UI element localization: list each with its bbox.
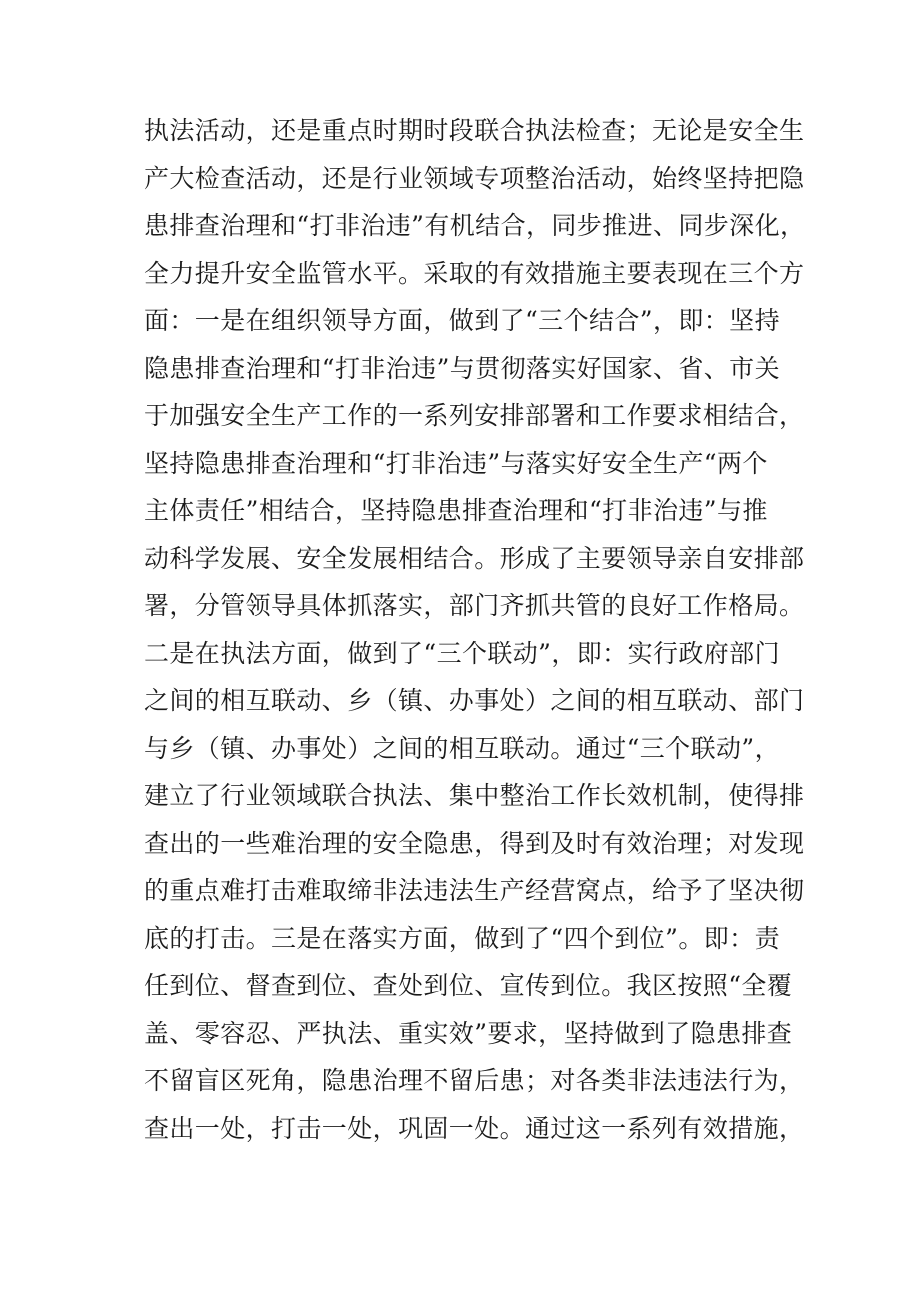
- text-line: 之间的相互联动、乡（镇、办事处）之间的相互联动、部门: [144, 686, 805, 715]
- text-line: 执法活动，还是重点时期时段联合执法检查；无论是安全生: [144, 116, 805, 145]
- text-line: 查出一处，打击一处，巩固一处。通过这一系列有效措施，: [144, 1113, 805, 1143]
- text-line: 患排查治理和“打非治违”有机结合，同步推进、同步深化，: [144, 211, 806, 240]
- text-line: 二是在执法方面，做到了“三个联动”，即：实行政府部门: [144, 638, 780, 668]
- text-line: 坚持隐患排查治理和“打非治违”与落实好安全生产“两个: [144, 448, 768, 478]
- text-line: 主体责任”相结合，坚持隐患排查治理和“打非治违”与推: [144, 496, 768, 525]
- text-line: 的重点难打击难取缔非法违法生产经营窝点，给予了坚决彻: [144, 876, 805, 905]
- body-text: [144, 107, 806, 1152]
- text-line: 全力提升安全监管水平。采取的有效措施主要表现在三个方: [144, 258, 805, 288]
- text-line: 于加强安全生产工作的一系列安排部署和工作要求相结合，: [144, 401, 805, 430]
- text-line: 面：一是在组织领导方面，做到了“三个结合”，即：坚持: [144, 306, 780, 335]
- text-line: 署，分管领导具体抓落实，部门齐抓共管的良好工作格局。: [144, 591, 805, 620]
- text-line: 建立了行业领域联合执法、集中整治工作长效机制，使得排: [144, 781, 805, 810]
- text-line: 盖、零容忍、严执法、重实效”要求，坚持做到了隐患排查: [144, 1018, 793, 1048]
- text-line: 隐患排查治理和“打非治违”与贯彻落实好国家、省、市关: [144, 353, 780, 383]
- text-line: 动科学发展、安全发展相结合。形成了主要领导亲自安排部: [144, 543, 805, 573]
- text-line: 产大检查活动，还是行业领域专项整治活动，始终坚持把隐: [144, 163, 805, 193]
- text-line: 底的打击。三是在落实方面，做到了“四个到位”。即：责: [144, 923, 780, 953]
- text-line: 任到位、督查到位、查处到位、宣传到位。我区按照“全覆: [144, 971, 793, 1000]
- text-line: 不留盲区死角，隐患治理不留后患；对各类非法违法行为，: [144, 1066, 805, 1095]
- text-line: 与乡（镇、办事处）之间的相互联动。通过“三个联动”，: [144, 733, 780, 763]
- text-line: 查出的一些难治理的安全隐患，得到及时有效治理；对发现: [144, 828, 805, 858]
